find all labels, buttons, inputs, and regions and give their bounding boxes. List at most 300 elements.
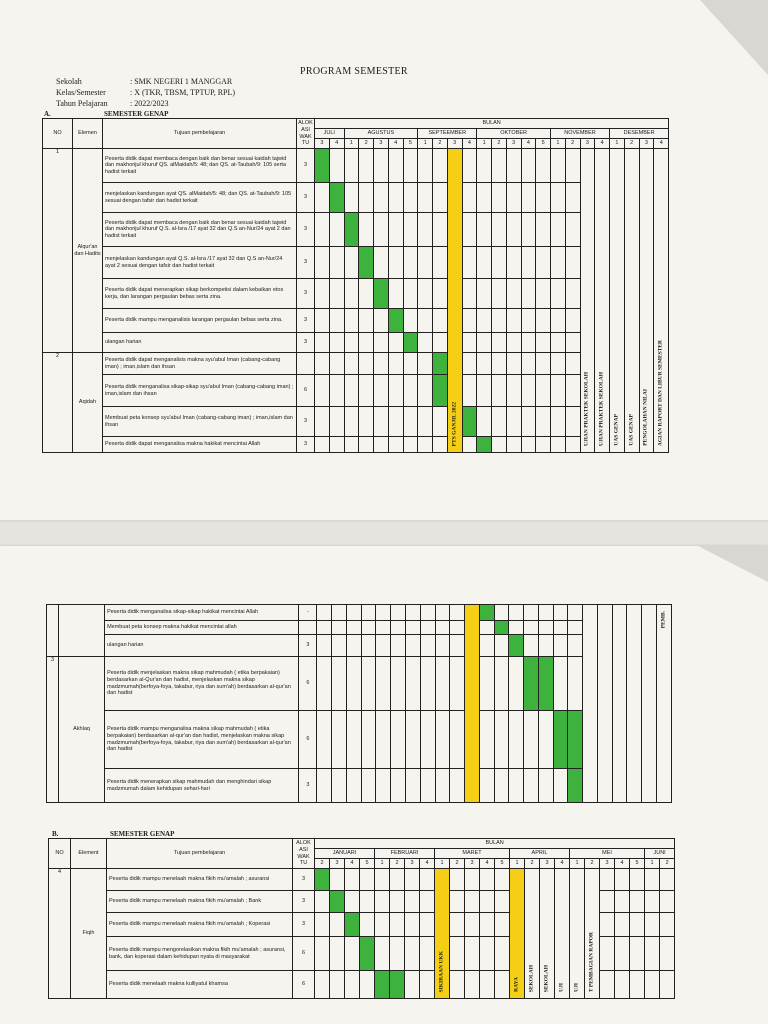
week-cell [420,869,435,891]
week-cell [565,407,580,437]
header-no: NO [43,119,73,149]
week-cell [521,247,536,279]
week-cell [391,605,406,621]
week-cell [462,247,477,279]
month-header: JANUARI [315,849,375,859]
week-cell [551,247,566,279]
week-cell [538,711,553,769]
week-cell [509,711,524,769]
week-header: 1 [610,139,625,149]
week-cell [332,769,347,803]
week-cell [315,913,330,937]
week-cell [315,437,330,453]
week-cell [480,913,495,937]
week-cell [346,711,361,769]
week-cell [645,891,660,913]
week-cell [418,309,433,333]
week-cell [477,375,492,407]
week-cell [330,913,345,937]
week-cell [317,635,332,657]
activity-column [610,149,625,453]
week-cell [391,769,406,803]
sekolah-value: : SMK NEGERI 1 MANGGAR [130,77,233,86]
week-cell [418,375,433,407]
alokasi-cell: 6 [297,375,315,407]
alokasi-cell: 3 [297,149,315,183]
week-header: 2 [585,859,600,869]
activity-column [583,605,598,803]
week-cell [403,309,418,333]
week-cell [492,279,507,309]
week-cell [495,869,510,891]
month-header: SEPTEEMBER [418,129,477,139]
activity-label: RAYA [513,977,520,992]
week-cell [359,213,374,247]
schedule-table-a [42,118,669,453]
week-cell [344,309,359,333]
month-header: JUNI [645,849,675,859]
week-cell [329,279,344,309]
week-cell [477,309,492,333]
activity-column [525,869,540,999]
week-cell [615,937,630,971]
week-cell [538,769,553,803]
week-cell [509,657,524,711]
week-cell [403,407,418,437]
week-cell [374,437,389,453]
week-cell [521,149,536,183]
week-cell [450,605,465,621]
week-cell [495,971,510,999]
objective-cell: menjelaskan kandungan ayat Q.S. al-Isra /17 ayat 32 dan Q.S an-Nur/24 ayat 2 sesuai dengan tafsir dan hadist terkait [103,247,297,279]
week-cell [536,375,551,407]
week-cell [359,375,374,407]
week-cell [345,891,360,913]
element-label: Akhlaq [73,726,90,733]
week-cell [346,621,361,635]
month-header: OKTOBER [477,129,551,139]
week-header: 1 [510,859,525,869]
week-cell [315,407,330,437]
activity-column [654,149,669,453]
week-cell [600,913,615,937]
week-header: 3 [374,139,389,149]
week-cell [450,869,465,891]
pts-column [465,605,480,803]
document-page-2 [0,546,768,1024]
week-cell [359,353,374,375]
alokasi-cell: 6 [293,937,315,971]
scheduled-week-cell [509,635,524,657]
week-cell [375,869,390,891]
week-cell [374,247,389,279]
week-cell [494,635,509,657]
week-cell [317,605,332,621]
week-header: 4 [595,139,610,149]
week-cell [388,247,403,279]
week-cell [645,971,660,999]
week-cell [506,407,521,437]
week-cell [565,309,580,333]
scheduled-week-cell [494,621,509,635]
week-cell [462,333,477,353]
section-label-b: SEMESTER GENAP [110,830,175,838]
week-cell [536,309,551,333]
scheduled-week-cell [553,711,568,769]
week-header: 5 [360,859,375,869]
month-header: AGUSTUS [344,129,418,139]
alokasi-cell: 3 [297,183,315,213]
week-cell [376,711,391,769]
alokasi-cell: 3 [297,279,315,309]
week-cell [506,213,521,247]
week-cell [418,279,433,309]
element-label: Fiqih [82,930,95,937]
week-cell [462,437,477,453]
week-cell [374,375,389,407]
header-bulan: BULAN [315,119,669,129]
week-cell [359,333,374,353]
week-cell [374,213,389,247]
week-cell [462,183,477,213]
week-cell [344,407,359,437]
week-cell [480,971,495,999]
week-cell [565,353,580,375]
week-cell [506,353,521,375]
week-cell [332,711,347,769]
week-cell [390,913,405,937]
week-cell [509,605,524,621]
week-cell [538,621,553,635]
week-cell [450,711,465,769]
week-cell [480,869,495,891]
week-cell [329,333,344,353]
week-cell [565,375,580,407]
week-cell [568,621,583,635]
week-cell [359,309,374,333]
week-cell [565,279,580,309]
scheduled-week-cell [568,769,583,803]
week-cell [492,183,507,213]
objective-cell: Peserta didik mampu menelaah makna fikih mu'amalah ; Koperasi [107,913,293,937]
objective-cell: Peserta didik mampu menelaah makna fikih mu'amalah ; Bank [107,891,293,913]
week-cell [403,279,418,309]
week-cell [506,279,521,309]
week-cell [450,971,465,999]
week-cell [418,407,433,437]
section-letter: A. [44,110,51,118]
scheduled-week-cell [344,213,359,247]
week-cell [361,621,376,635]
week-cell [315,937,330,971]
week-header: 4 [388,139,403,149]
activity-label: PEMB. [660,611,667,629]
week-cell [551,149,566,183]
week-header: 4 [345,859,360,869]
week-cell [551,407,566,437]
week-cell [495,937,510,971]
week-cell [418,333,433,353]
week-cell [477,183,492,213]
week-cell [435,621,450,635]
week-header: 4 [329,139,344,149]
week-cell [405,711,420,769]
week-cell [359,149,374,183]
week-cell [361,711,376,769]
week-cell [403,149,418,183]
objective-cell: Membuat peta konsep syu'abul Iman (cabang-cabang iman) ; iman,islam dan ihsan [103,407,297,437]
week-header: 3 [580,139,595,149]
activity-label: UJI [558,983,565,992]
holiday-column [510,869,525,999]
week-cell [433,309,448,333]
week-cell [390,937,405,971]
week-cell [420,891,435,913]
week-header: 2 [359,139,374,149]
activity-column [642,605,657,803]
week-cell [565,437,580,453]
week-cell [435,711,450,769]
objective-cell: Peserta didik menjelaskan makna sikap mahmudah ( etika berpakaian) berdasarkan al-Qur'an dan hadist, menjelaskan makna sikap madzmumah(berfoya-foya, takabur, riya dan sum'ah) berdasarkan al-qur'an dan hadist [105,657,299,711]
week-cell [375,891,390,913]
header-tujuan: Tujuan pembelajaran [107,839,293,869]
week-cell [553,605,568,621]
alokasi-cell: 3 [297,309,315,333]
week-cell [376,635,391,657]
week-header: 3 [639,139,654,149]
scheduled-week-cell [374,279,389,309]
week-header: 4 [615,859,630,869]
table-row [43,353,669,375]
table-row [43,407,669,437]
scheduled-week-cell [375,971,390,999]
week-cell [361,635,376,657]
week-cell [465,913,480,937]
week-cell [506,333,521,353]
table-row [47,621,672,635]
week-cell [565,333,580,353]
week-cell [465,971,480,999]
activity-label: UJI [573,983,580,992]
header-elemen: Elemen [73,119,103,149]
week-cell [553,769,568,803]
week-cell [360,891,375,913]
objective-cell: ulangan harian [103,333,297,353]
page-fold-corner [700,0,768,75]
week-cell [630,869,645,891]
week-cell [492,437,507,453]
week-cell [346,605,361,621]
week-cell [315,309,330,333]
tahun-value: : 2022/2023 [130,99,169,108]
row-number [43,149,73,353]
week-cell [359,437,374,453]
alokasi-cell: 3 [297,333,315,353]
page-fold-corner [698,546,768,582]
activity-label: UJIAN PRAKTEK SEKOLAH [584,372,591,446]
week-cell [405,605,420,621]
week-cell [405,769,420,803]
week-cell [403,247,418,279]
table-row [43,213,669,247]
week-cell [630,937,645,971]
week-cell [506,309,521,333]
week-cell [450,657,465,711]
week-cell [374,309,389,333]
row-number-text: 2 [55,353,60,359]
week-cell [521,213,536,247]
week-cell [462,279,477,309]
week-cell [361,657,376,711]
week-cell [551,333,566,353]
week-cell [494,711,509,769]
week-cell [405,937,420,971]
activity-label: UAS GENAP [613,414,620,446]
week-cell [551,375,566,407]
week-cell [536,213,551,247]
week-cell [551,279,566,309]
week-cell [645,913,660,937]
table-row [43,437,669,453]
week-cell [359,279,374,309]
week-cell [317,769,332,803]
week-header: 2 [390,859,405,869]
week-header: 4 [480,859,495,869]
alokasi-cell: 3 [293,891,315,913]
document-title: PROGRAM SEMESTER [300,66,408,77]
week-cell [536,149,551,183]
week-cell [433,149,448,183]
week-cell [329,247,344,279]
week-cell [479,711,494,769]
week-cell [359,407,374,437]
week-cell [420,971,435,999]
scheduled-week-cell [477,437,492,453]
week-cell [551,437,566,453]
week-cell [477,279,492,309]
week-header: 1 [375,859,390,869]
element-label: Alqur'an dan Hadits [74,243,101,257]
week-cell [477,407,492,437]
week-cell [536,353,551,375]
week-cell [600,971,615,999]
week-cell [433,407,448,437]
week-cell [660,971,675,999]
activity-column [540,869,555,999]
week-cell [521,407,536,437]
week-cell [403,437,418,453]
table-row [47,657,672,711]
week-cell [329,149,344,183]
week-cell [433,437,448,453]
week-cell [376,769,391,803]
week-cell [405,657,420,711]
week-cell [360,971,375,999]
week-cell [418,247,433,279]
table-row [47,635,672,657]
week-cell [375,937,390,971]
scheduled-week-cell [479,605,494,621]
week-header: 3 [506,139,521,149]
week-header: 1 [645,859,660,869]
week-cell [405,621,420,635]
week-cell [390,869,405,891]
week-cell [361,605,376,621]
week-cell [536,279,551,309]
week-cell [420,621,435,635]
alokasi-cell: 3 [293,869,315,891]
pts-label: PTS GANJIL 2022 [451,401,458,446]
scheduled-week-cell [329,183,344,213]
week-cell [332,605,347,621]
week-cell [600,891,615,913]
objective-cell: Peserta didik dapat menerapkan sikap berkompetisi dalam kebaikan etos kerja, dan larangan pergaulan bebas serta zina. [103,279,297,309]
alokasi-cell: 6 [293,971,315,999]
week-cell [553,657,568,711]
table-row [43,309,669,333]
objective-cell: Peserta didik menerapkan sikap mahmudah dan menghindari sikap madzmumah dalam kehidupan sehari-hari [105,769,299,803]
week-cell [521,353,536,375]
table-row [47,769,672,803]
month-header: MEI [570,849,645,859]
week-cell [315,353,330,375]
week-cell [315,375,330,407]
week-cell [435,657,450,711]
week-cell [329,353,344,375]
week-cell [492,309,507,333]
week-cell [435,635,450,657]
week-header: 5 [495,859,510,869]
week-cell [450,937,465,971]
week-cell [375,913,390,937]
week-cell [524,635,539,657]
alokasi-cell: 3 [297,213,315,247]
week-cell [329,309,344,333]
week-cell [568,635,583,657]
header-bulan: BULAN [315,839,675,849]
activity-label: PENGOLAHAN NILAI [643,389,650,446]
week-cell [346,635,361,657]
week-header: 2 [450,859,465,869]
week-cell [477,353,492,375]
activity-label: UAS GENAP [628,414,635,446]
week-cell [615,891,630,913]
alokasi-cell: 6 [299,711,317,769]
week-cell [317,621,332,635]
activity-label: SIKIRAAN UKK [438,950,445,992]
week-cell [388,333,403,353]
week-cell [492,407,507,437]
activity-column [570,869,585,999]
week-cell [420,711,435,769]
week-cell [420,635,435,657]
week-cell [405,913,420,937]
sekolah-label: Sekolah [56,77,82,86]
week-cell [494,605,509,621]
week-cell [465,891,480,913]
week-header: 3 [315,139,330,149]
week-header: 1 [570,859,585,869]
week-header: 3 [447,139,462,149]
week-cell [418,183,433,213]
week-cell [524,621,539,635]
week-cell [420,605,435,621]
week-cell [315,213,330,247]
week-cell [405,891,420,913]
week-header: 1 [551,139,566,149]
week-cell [391,657,406,711]
scheduled-week-cell [330,891,345,913]
